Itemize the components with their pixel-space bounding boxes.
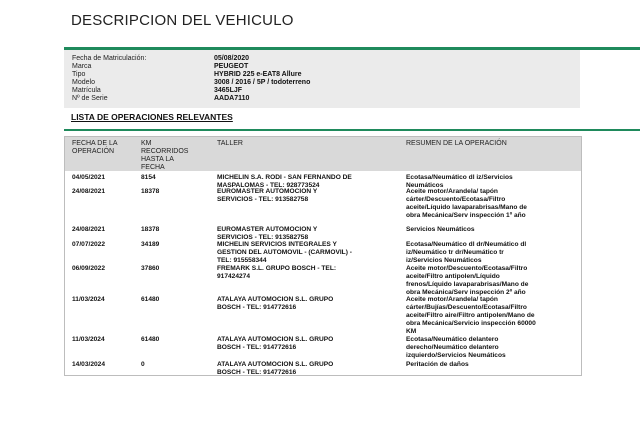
header-taller bbox=[217, 140, 397, 148]
cell-line: SERVICIOS - TEL: 913582758 bbox=[217, 234, 309, 241]
row-taller bbox=[217, 226, 397, 242]
row-km: 18378 bbox=[141, 188, 160, 195]
cell-line: MASPALOMAS - TEL: 928773524 bbox=[217, 182, 320, 189]
row-resumen bbox=[406, 336, 578, 360]
vehicle-info-panel bbox=[64, 50, 580, 108]
cell-line: MICHELIN SERVICIOS INTEGRALES Y bbox=[217, 241, 337, 248]
cell-line: BOSCH - TEL: 914772616 bbox=[217, 344, 297, 351]
row-fecha: 04/05/2021 bbox=[72, 174, 106, 181]
vehicle-field-label: Modelo bbox=[72, 79, 95, 86]
row-resumen bbox=[406, 361, 578, 369]
cell-line: obra Mecánica/Serv inspección 2º año bbox=[406, 289, 526, 296]
vehicle-row bbox=[72, 71, 572, 79]
cell-line: SERVICIOS - TEL: 913582758 bbox=[217, 196, 309, 203]
row-taller bbox=[217, 336, 397, 352]
cell-line: EUROMASTER AUTOMOCION Y bbox=[217, 226, 318, 233]
row-fecha: 24/08/2021 bbox=[72, 188, 106, 195]
cell-line: frenos/Líquido lavaparabrisas/Mano de bbox=[406, 281, 529, 288]
document-title: DESCRIPCION DEL VEHICULO bbox=[71, 12, 294, 29]
row-resumen bbox=[406, 241, 578, 265]
row-fecha: 24/08/2021 bbox=[72, 226, 106, 233]
vehicle-field-value: HYBRID 225 e-EAT8 Allure bbox=[214, 71, 302, 78]
row-km: 18378 bbox=[141, 226, 160, 233]
row-taller bbox=[217, 241, 397, 265]
row-resumen bbox=[406, 296, 578, 336]
cell-line: TEL: 915558344 bbox=[217, 257, 267, 264]
cell-line: cárter/Bujías/Descuento/Ecotasa/Filtro bbox=[406, 304, 527, 311]
row-fecha: 11/03/2024 bbox=[72, 296, 105, 303]
vehicle-field-label: Fecha de Matriculación: bbox=[72, 55, 147, 62]
cell-line: Ecotasa/Neumático dl dr/Neumático dl bbox=[406, 241, 527, 248]
operations-table bbox=[64, 136, 582, 376]
header-resumen bbox=[406, 140, 578, 148]
cell-line: GESTION DEL AUTOMOVIL - (CARMOVIL) - bbox=[217, 249, 352, 256]
cell-line: aceite/Filtro antipolen/Líquido bbox=[406, 273, 500, 280]
section-accent-bar bbox=[64, 129, 640, 131]
vehicle-field-label: Tipo bbox=[72, 71, 86, 78]
cell-line: obra Mecánica/Serv inspección 1º año bbox=[406, 212, 526, 219]
row-resumen bbox=[406, 188, 578, 220]
row-taller bbox=[217, 265, 397, 281]
cell-line: 917424274 bbox=[217, 273, 251, 280]
cell-line: Aceite motor/Descuento/Ecotasa/Filtro bbox=[406, 265, 528, 272]
cell-line: FECHA bbox=[141, 164, 165, 171]
vehicle-row bbox=[72, 79, 572, 87]
vehicle-field-value: AADA7110 bbox=[214, 95, 250, 102]
row-taller bbox=[217, 361, 397, 377]
row-resumen bbox=[406, 226, 578, 234]
cell-line: aceite/Filtro aire/Filtro antipolen/Mano de bbox=[406, 312, 535, 319]
cell-line: Ecotasa/Neumático delantero bbox=[406, 336, 499, 343]
vehicle-field-value: 3008 / 2016 / 5P / todoterreno bbox=[214, 79, 311, 86]
cell-line: HASTA LA bbox=[141, 156, 174, 163]
cell-line: iz/Servicios Neumáticos bbox=[406, 257, 482, 264]
row-taller bbox=[217, 188, 397, 204]
cell-line: Neumáticos bbox=[406, 182, 444, 189]
vehicle-field-value: 3465LJF bbox=[214, 87, 243, 94]
row-fecha: 11/03/2024 bbox=[72, 336, 105, 343]
cell-line: ATALAYA AUTOMOCION S.L. GRUPO bbox=[217, 296, 334, 303]
vehicle-row bbox=[72, 63, 572, 71]
cell-line: ATALAYA AUTOMOCION S.L. GRUPO bbox=[217, 361, 334, 368]
row-km: 37860 bbox=[141, 265, 160, 272]
vehicle-field-label: Nº de Serie bbox=[72, 95, 108, 102]
cell-line: izquierdo/Servicios Neumáticos bbox=[406, 352, 506, 359]
cell-line: ATALAYA AUTOMOCION S.L. GRUPO bbox=[217, 336, 334, 343]
cell-line: FREMARK S.L. GRUPO BOSCH - TEL: bbox=[217, 265, 337, 272]
cell-line: Ecotasa/Neumático dl iz/Servicios bbox=[406, 174, 513, 181]
vehicle-row bbox=[72, 95, 572, 103]
row-km: 61480 bbox=[141, 296, 160, 303]
row-km: 8154 bbox=[141, 174, 156, 181]
cell-line: TALLER bbox=[217, 140, 243, 147]
row-km: 0 bbox=[141, 361, 145, 368]
vehicle-field-value: 05/08/2020 bbox=[214, 55, 250, 62]
cell-line: RESUMEN DE LA OPERACIÓN bbox=[406, 140, 507, 147]
operations-section-title: LISTA DE OPERACIONES RELEVANTES bbox=[71, 112, 233, 122]
row-resumen bbox=[406, 265, 578, 297]
cell-line: FECHA DE LA bbox=[72, 140, 118, 147]
row-taller bbox=[217, 296, 397, 312]
cell-line: OPERACIÓN bbox=[72, 148, 115, 155]
cell-line: EUROMASTER AUTOMOCION Y bbox=[217, 188, 318, 195]
vehicle-field-label: Matrícula bbox=[72, 87, 101, 94]
cell-line: KM bbox=[141, 140, 152, 147]
cell-line: Aceite motor/Arandela/ tapón bbox=[406, 188, 498, 195]
cell-line: MICHELIN S.A. RODI - SAN FERNANDO DE bbox=[217, 174, 352, 181]
cell-line: Aceite motor/Arandela/ tapón bbox=[406, 296, 498, 303]
header-fecha bbox=[72, 140, 118, 156]
row-km: 61480 bbox=[141, 336, 160, 343]
vehicle-row bbox=[72, 87, 572, 95]
cell-line: aceite/Líquido lavaparabrisas/Mano de bbox=[406, 204, 527, 211]
cell-line: KM bbox=[406, 328, 417, 335]
vehicle-field-value: PEUGEOT bbox=[214, 63, 249, 70]
row-km: 34189 bbox=[141, 241, 160, 248]
cell-line: Servicios Neumáticos bbox=[406, 226, 475, 233]
cell-line: derecho/Neumático delantero bbox=[406, 344, 499, 351]
row-fecha: 07/07/2022 bbox=[72, 241, 106, 248]
cell-line: Peritación de daños bbox=[406, 361, 469, 368]
vehicle-row bbox=[72, 55, 572, 63]
cell-line: BOSCH - TEL: 914772616 bbox=[217, 369, 297, 376]
header-km bbox=[141, 140, 188, 172]
operations-table-header bbox=[65, 137, 581, 171]
cell-line: BOSCH - TEL: 914772616 bbox=[217, 304, 297, 311]
cell-line: obra Mecánica/Servicio inspección 60000 bbox=[406, 320, 536, 327]
row-fecha: 14/03/2024 bbox=[72, 361, 106, 368]
cell-line: iz/Neumático tr dr/Neumático tr bbox=[406, 249, 504, 256]
cell-line: cárter/Descuento/Ecotasa/Filtro bbox=[406, 196, 506, 203]
cell-line: RECORRIDOS bbox=[141, 148, 189, 155]
row-fecha: 06/09/2022 bbox=[72, 265, 106, 272]
vehicle-field-label: Marca bbox=[72, 63, 92, 70]
